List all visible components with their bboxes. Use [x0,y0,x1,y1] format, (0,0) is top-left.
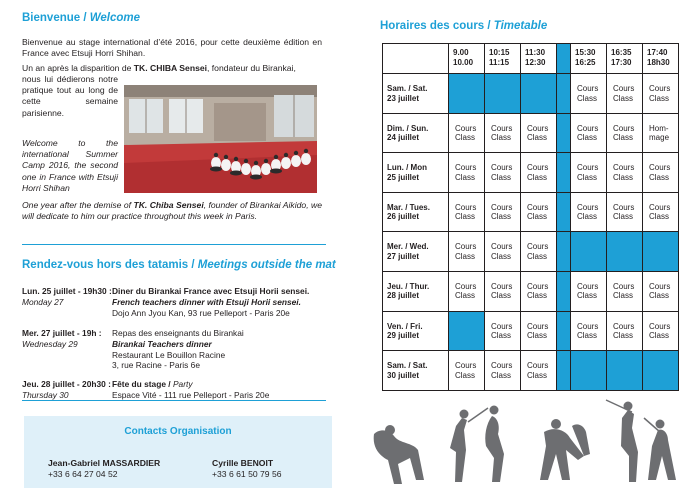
class-label-fr: Cours [613,321,635,331]
class-cell [485,153,521,193]
slot-header [521,44,557,74]
class-label-fr: Cours [527,202,549,212]
slot-end: 10.00 [453,57,474,67]
day-name: Jeu. / Thur. [387,281,430,291]
no-class-cell [449,311,485,351]
meeting-description [112,379,332,401]
day-date: 29 juillet [387,331,420,341]
slot-header [485,44,521,74]
day-date: 28 juillet [387,291,420,301]
day-name: Sam. / Sat. [387,84,428,93]
class-cell [521,351,557,391]
timetable-row [383,74,679,114]
day-name: Mer. / Wed. [387,242,429,252]
class-label-en: Class [491,370,512,380]
class-cell [485,192,521,232]
class-cell [485,351,521,391]
meeting-description [112,328,332,371]
slot-end: 18h30 [647,57,670,67]
contacts-box [24,416,332,488]
meeting-item-monday [0,286,340,330]
day-label [383,232,449,272]
lunch-break-column [557,44,571,74]
class-cell [485,113,521,153]
class-cell [607,271,643,311]
meeting-date-fr: Jeu. 28 juillet - 20h30 : [22,379,111,389]
class-label-en: Class [455,212,476,222]
meeting-date [22,286,112,308]
class-label-en: Class [491,133,512,143]
class-label-en: Class [577,93,598,103]
class-label-en: Class [577,172,598,182]
day-date: 26 juillet [387,212,420,222]
day-label [383,311,449,351]
meeting-description [112,286,332,318]
class-cell [607,113,643,153]
class-cell [449,153,485,193]
class-label-fr: Cours [455,123,477,133]
class-label-en: Class [527,251,548,261]
meeting-line: Fête du stage / [112,379,173,389]
welcome-heading [22,12,140,24]
no-class-cell [643,351,679,391]
meeting-date-en: Thursday 30 [22,389,69,400]
class-cell [521,232,557,272]
class-label-fr: Cours [577,84,599,93]
meeting-line: Birankai Teachers dinner [112,338,212,349]
class-cell [607,74,643,114]
class-label-fr: Cours [577,123,599,133]
meeting-date [22,379,112,401]
class-cell [521,113,557,153]
class-cell [643,311,679,351]
meeting-address: 3, rue Racine - Paris 6e [112,360,200,371]
meeting-date-fr: Lun. 25 juillet - 19h30 : [22,286,112,296]
class-label-fr: Cours [613,123,635,133]
lunch-break-cell [557,311,571,351]
slot-header [607,44,643,74]
class-label-en: Class [577,331,598,341]
day-name: Sam. / Sat. [387,361,428,371]
class-label-en: mage [649,133,670,143]
class-label-en: Class [527,172,548,182]
class-label-en: Class [613,291,634,301]
class-cell [571,311,607,351]
class-label-fr: Cours [527,281,549,291]
meetings-heading-fr: Rendez-vous hors des tatamis / [22,259,198,271]
meeting-line: French teachers dinner with Etsuji Horii sensei. [112,296,301,307]
day-name: Ven. / Fri. [387,321,423,331]
class-label-fr: Cours [577,202,599,212]
class-label-en: Class [491,251,512,261]
slot-header [643,44,679,74]
class-label-fr: Cours [613,84,635,93]
lunch-break-cell [557,192,571,232]
day-date: 23 juillet [387,93,420,103]
class-cell [607,153,643,193]
class-cell [449,192,485,232]
welcome-para4-name: TK. Chiba Sensei [133,200,204,210]
welcome-paragraph-tribute-wrap [22,74,118,119]
class-cell [521,192,557,232]
class-label-fr: Cours [491,321,513,331]
meeting-address: Dojo Ann Jyou Kan, 93 rue Pelleport - Paris 20e [112,307,290,318]
class-label-fr: Cours [455,242,477,252]
class-label-en: Class [527,370,548,380]
no-class-cell [571,351,607,391]
day-date: 25 juillet [387,172,420,182]
timetable [382,43,679,391]
timetable-row [383,113,679,153]
class-label-fr: Cours [491,163,513,173]
class-label-fr: Cours [577,163,599,173]
day-label [383,74,449,114]
class-cell [571,113,607,153]
meeting-date-en: Monday 27 [22,296,64,307]
day-label [383,351,449,391]
lunch-break-cell [557,74,571,114]
class-cell [607,311,643,351]
meeting-address: Restaurant Le Bouillon Racine [112,349,226,360]
meeting-line: Repas des enseignants du Birankai [112,328,244,338]
welcome-heading-en: Welcome [89,12,141,24]
day-date: 27 juillet [387,251,420,261]
class-label-en: Class [455,251,476,261]
timetable-heading-en: Timetable [493,20,548,32]
meeting-date-fr: Mer. 27 juillet - 19h : [22,328,102,338]
class-label-en: Class [491,172,512,182]
aikido-silhouettes [360,396,690,488]
class-label-en: Class [455,172,476,182]
class-label-en: Class [649,172,670,182]
class-cell [485,311,521,351]
class-label-fr: Cours [649,84,671,93]
class-label-en: Class [527,291,548,301]
slot-start: 9.00 [453,48,469,57]
class-label-en: Class [577,133,598,143]
meeting-item-wednesday [0,328,340,376]
class-label-fr: Cours [527,242,549,252]
class-label-fr: Cours [613,163,635,173]
slot-start: 11:30 [525,48,546,57]
class-label-en: Class [613,212,634,222]
class-label-en: Class [491,331,512,341]
class-cell [643,74,679,114]
welcome-paragraph-en-tribute [22,200,322,222]
meeting-line-en: Party [172,379,193,389]
class-label-fr: Cours [527,123,549,133]
lunch-break-cell [557,232,571,272]
welcome-para2-tail: , fondateur du Birankai, [207,63,296,73]
class-cell [643,153,679,193]
class-label-fr: Cours [491,123,513,133]
class-label-fr: Hom- [649,123,669,133]
class-label-en: Class [649,212,670,222]
welcome-para2-wrap: nous lui dédierons notre pratique tout au long de cette semaine parisienne. [22,74,118,118]
class-label-fr: Cours [455,281,477,291]
timetable-row [383,271,679,311]
slot-start: 10:15 [489,48,510,57]
no-class-cell [607,351,643,391]
welcome-para3-text: Welcome to the international Summer Camp 2016, the second one in France with Etsuji Horri Shihan [22,138,118,193]
class-label-en: Class [577,291,598,301]
slot-end: 16:25 [575,57,596,67]
class-cell [521,271,557,311]
class-label-fr: Cours [527,361,549,371]
day-label [383,271,449,311]
no-class-cell [607,232,643,272]
class-label-fr: Cours [491,202,513,212]
lunch-break-cell [557,271,571,311]
timetable-row [383,351,679,391]
lunch-break-cell [557,351,571,391]
class-cell [485,232,521,272]
class-label-en: Class [527,212,548,222]
class-label-en: Class [455,133,476,143]
slot-start: 16:35 [611,48,632,57]
class-cell [449,113,485,153]
class-label-en: Class [613,133,634,143]
class-cell [521,153,557,193]
class-cell [449,271,485,311]
no-class-cell [571,232,607,272]
class-cell [607,192,643,232]
day-name: Dim. / Sun. [387,123,429,133]
slot-end: 11:15 [489,57,510,67]
class-label-fr: Cours [613,202,635,212]
dojo-photo [124,85,317,193]
welcome-paragraph-en [22,138,118,194]
slot-start: 17:40 [647,48,668,57]
welcome-para1-text: Bienvenue au stage international d’été 2016, pour cette deuxième édition en France avec Etsuji Horri Shihan. [22,37,322,59]
welcome-paragraph-tribute [22,63,322,74]
meetings-heading [22,259,336,271]
class-cell [571,192,607,232]
welcome-para2-name: TK. CHIBA Sensei [133,63,208,73]
class-label-en: Class [491,291,512,301]
class-label-en: Class [527,133,548,143]
class-label-en: Class [455,370,476,380]
day-name: Mar. / Tues. [387,202,430,212]
timetable-row [383,192,679,232]
class-label-fr: Cours [455,202,477,212]
no-class-cell [449,74,485,114]
class-label-en: Class [649,291,670,301]
timetable-heading-fr: Horaires des cours / [380,20,494,32]
welcome-heading-fr: Bienvenue / [22,12,90,24]
slot-end: 17:30 [611,57,632,67]
class-label-en: Class [613,172,634,182]
class-label-fr: Cours [577,281,599,291]
class-label-en: Class [649,331,670,341]
class-label-fr: Cours [491,242,513,252]
no-class-cell [521,74,557,114]
timetable-row [383,153,679,193]
no-class-cell [643,232,679,272]
class-label-fr: Cours [527,163,549,173]
class-label-fr: Cours [491,281,513,291]
class-label-fr: Cours [491,361,513,371]
day-date: 24 juillet [387,133,420,143]
meeting-date [22,328,112,350]
timetable-body [383,74,679,391]
contacts-heading: Contacts Organisation [124,426,232,437]
meetings-heading-en: Meetings outside the mat [197,259,336,271]
timetable-heading [380,20,547,32]
welcome-para2-lead: Un an après la disparition de [22,63,134,73]
class-cell [571,74,607,114]
slot-end: 12:30 [525,57,546,67]
day-name: Lun. / Mon [387,163,427,173]
contact-phone: +33 6 61 50 79 56 [212,469,282,479]
class-label-en: Class [455,291,476,301]
contact-name: Jean-Gabriel MASSARDIER [48,458,161,468]
slot-header [449,44,485,74]
day-label [383,153,449,193]
lunch-break-cell [557,113,571,153]
meeting-date-en: Wednesday 29 [22,338,78,349]
class-label-fr: Cours [649,202,671,212]
class-cell [449,351,485,391]
class-label-en: Class [613,331,634,341]
no-class-cell [485,74,521,114]
class-cell [643,192,679,232]
dojo-photo-illustration [124,85,317,193]
class-cell [571,153,607,193]
day-label [383,113,449,153]
class-label-en: Class [649,93,670,103]
section-divider [22,400,326,401]
meeting-line: Diner du Birankai France avec Etsuji Horii sensei. [112,286,310,296]
contact-phone: +33 6 64 27 04 52 [48,469,118,479]
class-label-en: Class [577,212,598,222]
slot-start: 15:30 [575,48,596,57]
welcome-para4-lead: One year after the demise of [22,200,134,210]
day-label [383,192,449,232]
class-cell [571,271,607,311]
contact-name: Cyrille BENOIT [212,458,274,468]
class-label-fr: Cours [577,321,599,331]
class-cell [643,271,679,311]
class-label-fr: Cours [649,163,671,173]
section-divider [22,244,326,245]
welcome-para4-tail: , founder of Birankai Aikido, we will dedicate to him our practice throughout this week in Paris. [22,200,322,222]
class-label-en: Class [527,331,548,341]
class-cell [449,232,485,272]
slot-header [571,44,607,74]
class-label-fr: Cours [613,281,635,291]
timetable-row [383,311,679,351]
day-date: 30 juillet [387,370,420,380]
class-cell [521,311,557,351]
meeting-address: Espace Vité - 111 rue Pelleport - Paris 20e [112,389,270,400]
aikido-silhouettes-illustration [360,396,690,488]
class-label-fr: Cours [527,321,549,331]
class-label-fr: Cours [455,361,477,371]
class-label-fr: Cours [649,321,671,331]
timetable-header-row [383,44,679,74]
class-label-en: Class [613,93,634,103]
welcome-paragraph-fr [22,37,322,59]
timetable-row [383,232,679,272]
class-label-fr: Cours [455,163,477,173]
class-label-en: Class [491,212,512,222]
corner-cell [383,44,449,74]
class-cell [485,271,521,311]
class-cell [643,113,679,153]
lunch-break-cell [557,153,571,193]
class-label-fr: Cours [649,281,671,291]
